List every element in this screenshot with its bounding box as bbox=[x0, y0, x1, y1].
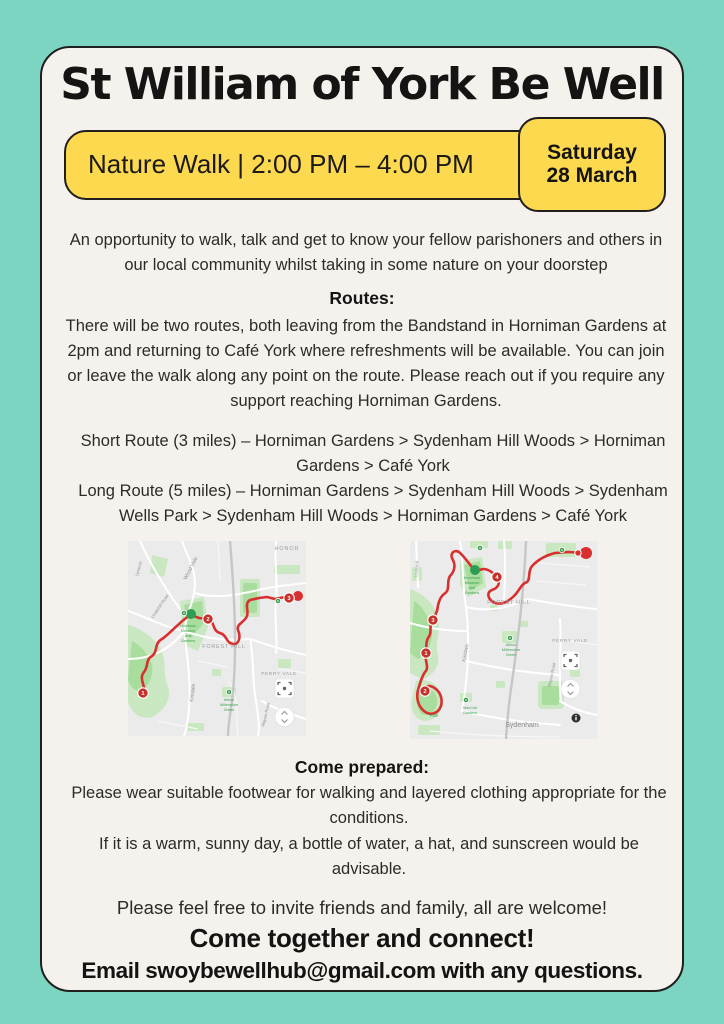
date-badge bbox=[518, 117, 666, 212]
map-label: Albion bbox=[505, 642, 516, 647]
map-label: PERRY VALE bbox=[551, 638, 588, 644]
map-label: MacColl bbox=[462, 705, 477, 710]
map-label: Underhill Road bbox=[149, 593, 170, 619]
date-badge-date: 28 March bbox=[546, 164, 638, 188]
prepared-line-2: If it is a warm, sunny day, a bottle of water, a hat, and sunscreen would be advisable. bbox=[99, 834, 639, 878]
short-route-map bbox=[128, 541, 306, 736]
route-marker-number: 2 bbox=[422, 688, 427, 695]
map-label: Mayow Road bbox=[259, 702, 271, 728]
map-label: Uplands bbox=[133, 560, 143, 577]
fullscreen-control bbox=[561, 651, 580, 670]
route-marker-number: 1 bbox=[140, 690, 145, 697]
route-marker-number: 3 bbox=[286, 595, 291, 602]
info-icon bbox=[575, 715, 577, 721]
map-label: Green bbox=[223, 707, 234, 712]
map-label: Millennium bbox=[219, 702, 238, 707]
map-label: and bbox=[468, 585, 475, 590]
map-label: Sydenham bbox=[504, 721, 539, 729]
event-banner-text: Nature Walk | 2:00 PM – 4:00 PM bbox=[88, 149, 474, 180]
map-label: Gardens bbox=[180, 638, 195, 643]
map-label: Mayow Road bbox=[546, 662, 557, 688]
routes-heading: Routes: bbox=[329, 287, 395, 308]
page-title: St William of York Be Well bbox=[60, 59, 664, 110]
map-label: and bbox=[184, 633, 191, 638]
invite-text: Please feel free to invite friends and family, all are welcome! bbox=[116, 896, 608, 918]
route-marker-number: 3 bbox=[430, 617, 435, 624]
info-control bbox=[571, 713, 580, 722]
route-end-dot bbox=[580, 547, 592, 559]
route-marker-number: 1 bbox=[423, 650, 428, 657]
route-marker-number: 2 bbox=[205, 616, 210, 623]
connect-text: Come together and connect! bbox=[189, 923, 535, 954]
route-end-inner-dot bbox=[574, 550, 580, 556]
date-badge-day: Saturday bbox=[547, 140, 637, 164]
map-label: HONOR bbox=[273, 545, 300, 552]
prepared-heading: Come prepared: bbox=[294, 756, 430, 777]
routes-description: There will be two routes, both leaving from the Bandstand in Horniman Gardens at 2pm and returning to Café York where refreshments will be available. You can join or leave the walk along any point on the route. Please reach out if you require any support reaching Horniman Gardens. bbox=[65, 317, 667, 411]
intro-paragraph: An opportunity to walk, talk and get to know your fellow parishoners and others in our local community whilst taking in some nature on your doorstep bbox=[69, 230, 663, 274]
email-text: Email swoybewellhub@gmail.com with any questions. bbox=[81, 958, 643, 984]
map-label: Gardens bbox=[462, 710, 477, 715]
short-route-text: Short Route (3 miles) – Horniman Gardens > Sydenham Hill Woods > Horniman Gardens > Café York bbox=[80, 431, 666, 475]
routes-list bbox=[62, 429, 684, 529]
route-maps-row bbox=[62, 541, 662, 739]
flyer-card bbox=[40, 46, 684, 992]
map-label: Museum bbox=[464, 580, 479, 585]
pan-control bbox=[561, 679, 580, 698]
map-label: Kirkdale bbox=[460, 643, 471, 663]
route-start-dot bbox=[186, 609, 196, 619]
route-marker-number: 4 bbox=[494, 574, 499, 581]
map-label: Gardens bbox=[464, 590, 479, 595]
map-label: Millennium bbox=[501, 647, 520, 652]
map-label: Park bbox=[429, 712, 438, 718]
prepared-line-1: Please wear suitable footwear for walking and layered clothing appropriate for the conditions. bbox=[71, 784, 667, 828]
map-label: Albion bbox=[223, 697, 234, 702]
map-label: Underhill bbox=[412, 560, 420, 578]
fullscreen-control bbox=[275, 679, 294, 698]
long-route-map bbox=[410, 541, 597, 739]
map-label: FOREST HILL bbox=[201, 643, 246, 650]
long-route-text: Long Route (5 miles) – Horniman Gardens > Sydenham Hill Woods > Sydenham Wells Park > Sydenham Hill Woods > Horniman Gardens > Café York bbox=[78, 481, 668, 525]
prepared-paragraph bbox=[62, 781, 676, 881]
map-label: Museum bbox=[180, 628, 195, 633]
route-start-dot bbox=[470, 565, 480, 575]
map-label: Horniman bbox=[179, 623, 196, 628]
map-label: PERRY VALE bbox=[260, 671, 297, 677]
pan-control bbox=[275, 707, 294, 726]
map-label: Horniman bbox=[463, 575, 480, 580]
map-label: Wood Vale bbox=[182, 555, 199, 581]
map-label: Green bbox=[505, 652, 516, 657]
map-label: FOREST HILL bbox=[486, 599, 531, 606]
event-banner bbox=[64, 130, 562, 200]
banner-row bbox=[64, 117, 660, 212]
map-label: Kirkdale bbox=[188, 683, 197, 703]
